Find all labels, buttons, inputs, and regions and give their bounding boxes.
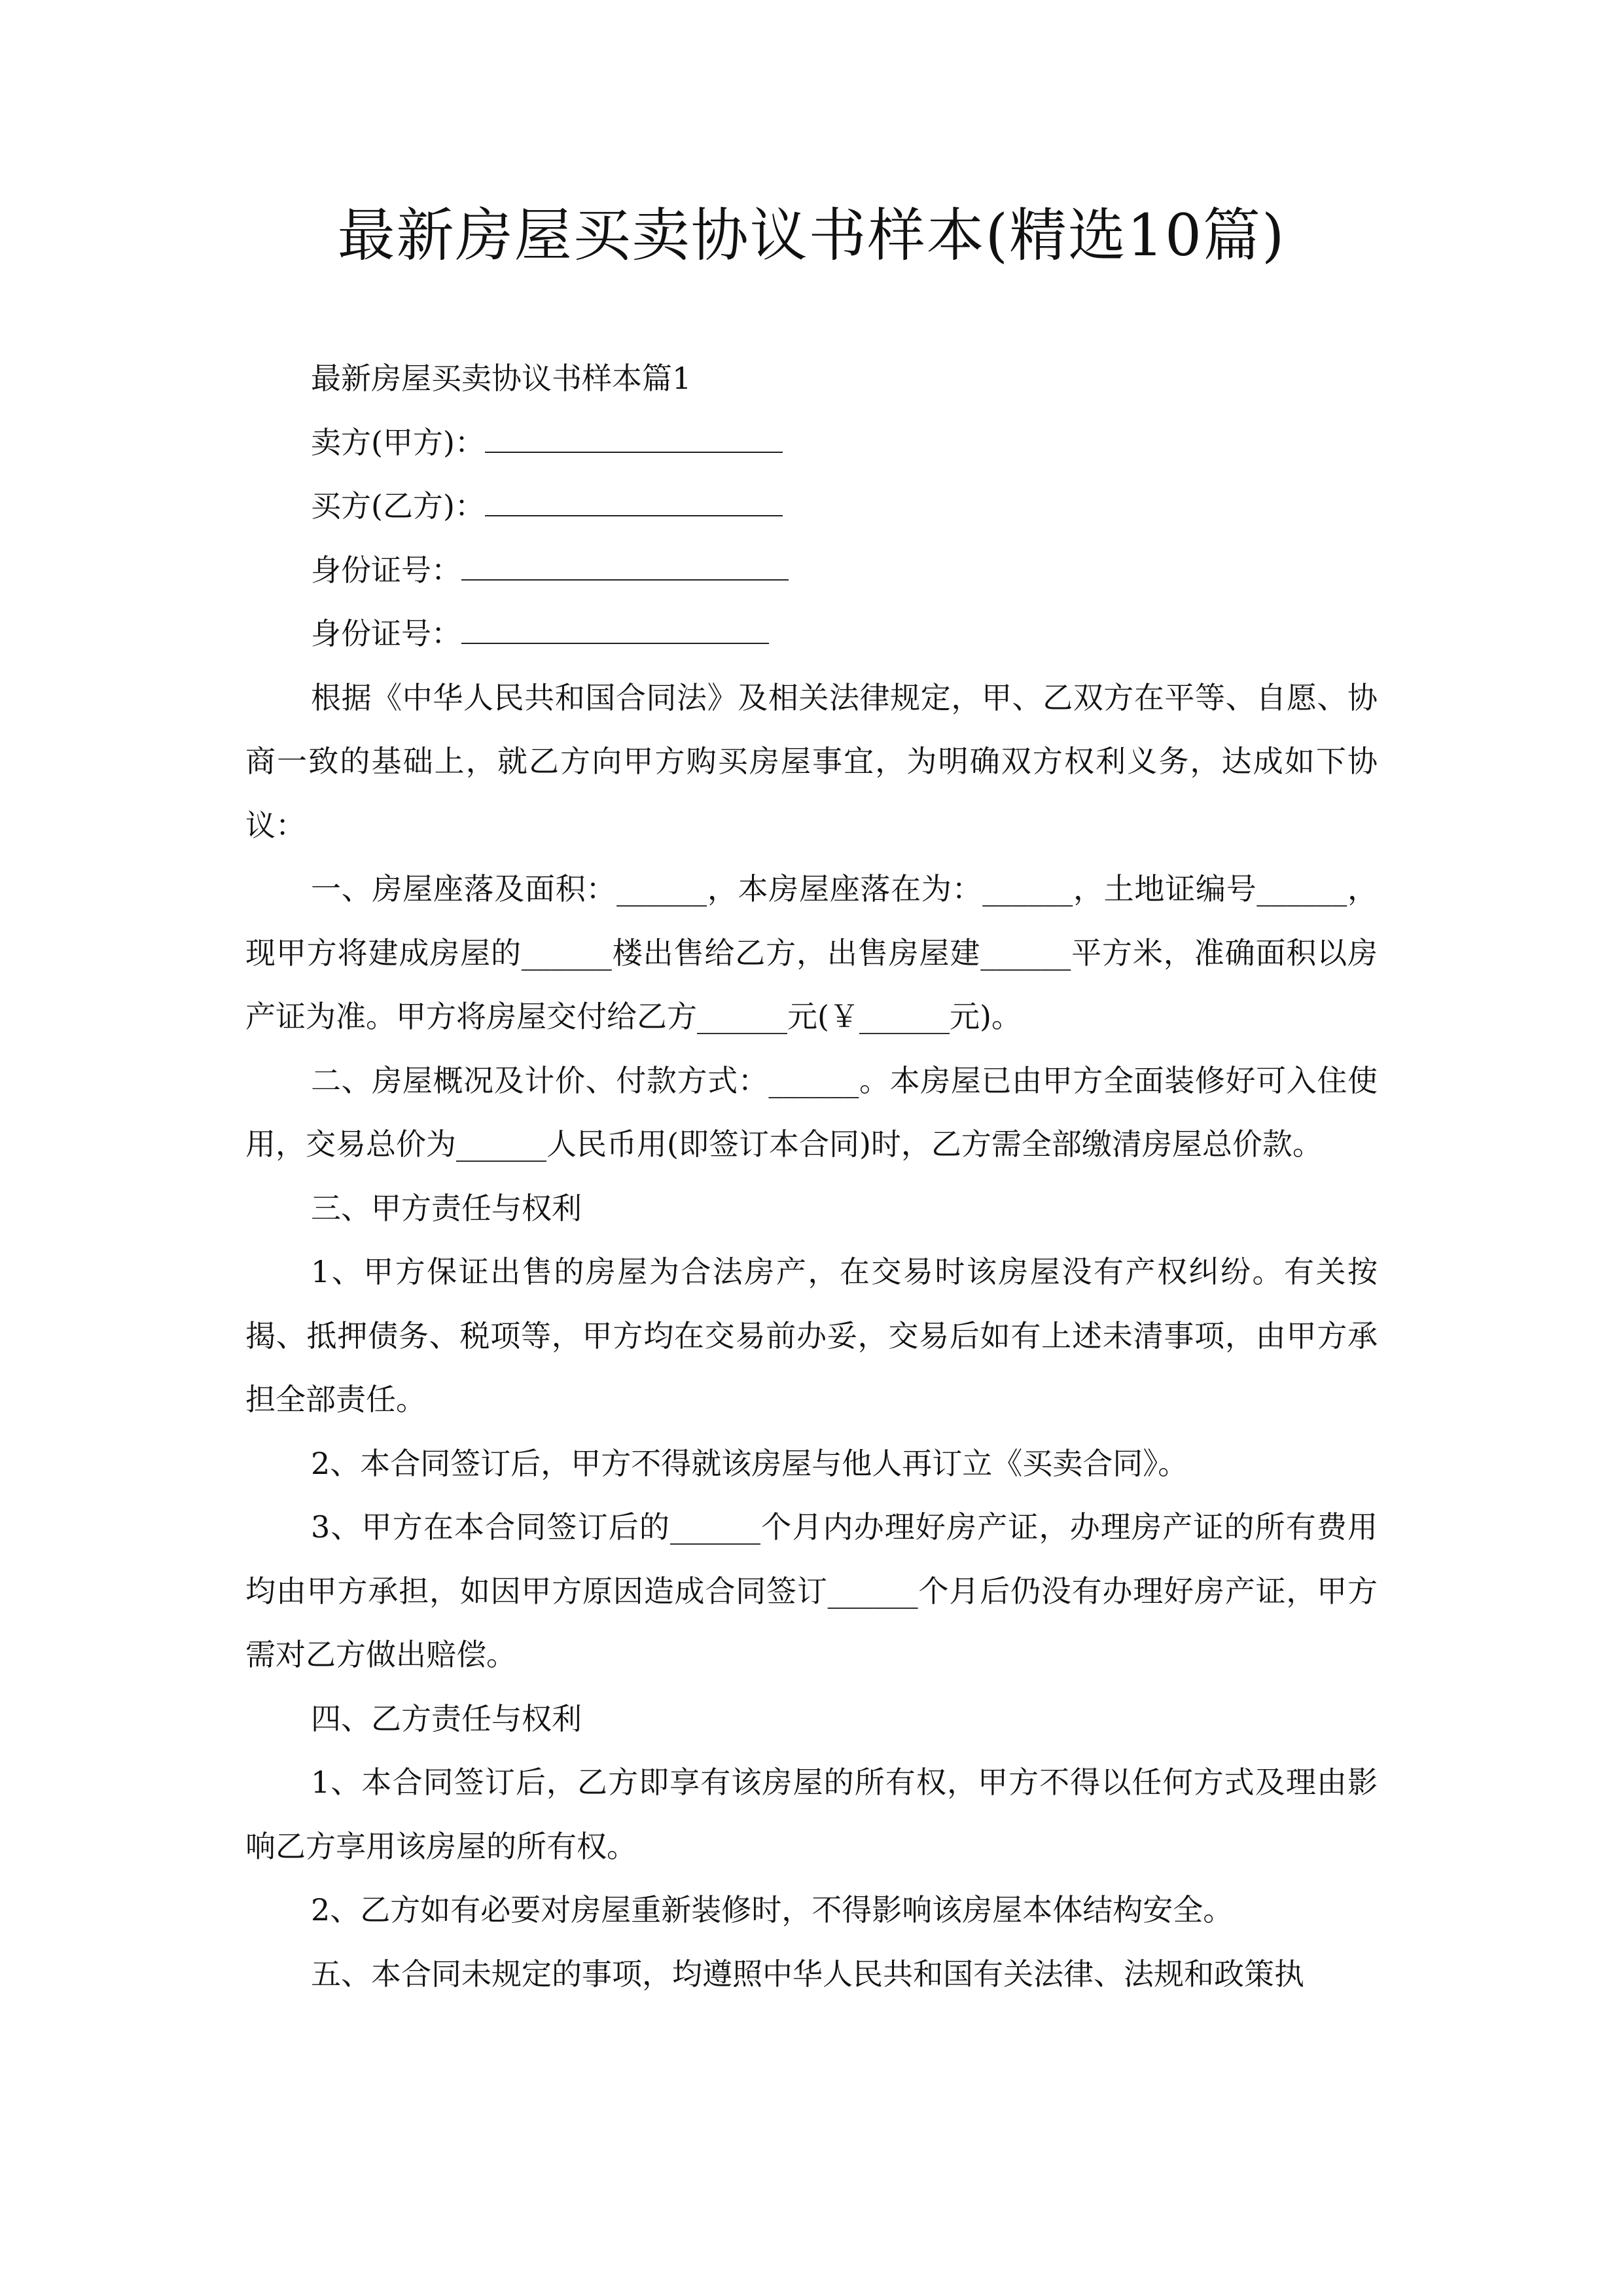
heading-clause-3: 三、甲方责任与权利 (311, 1190, 582, 1226)
seller-field (245, 411, 1378, 475)
buyer-blank (485, 489, 783, 516)
seller-label: 卖方(甲方)： (311, 424, 485, 460)
id-blank-2 (461, 617, 769, 644)
paragraph-clause-3-2: 2、本合同签订后，甲方不得就该房屋与他人再订立《买卖合同》。 (311, 1445, 1188, 1481)
id-field-2 (245, 602, 1378, 666)
paragraph-preamble: 根据《中华人民共和国合同法》及相关法律规定，甲、乙双方在平等、自愿、协商一致的基础上，就乙方向甲方购买房屋事宜，为明确双方权利义务，达成如下协议： (245, 679, 1378, 843)
id-blank-1 (461, 553, 789, 581)
section-heading: 最新房屋买卖协议书样本篇1 (311, 361, 692, 396)
document-body (245, 347, 1378, 2006)
paragraph-clause-3-1: 1、甲方保证出售的房屋为合法房产，在交易时该房屋没有产权纠纷。有关按揭、抵押债务、税项等，甲方均在交易前办妥，交易后如有上述未清事项，由甲方承担全部责任。 (245, 1254, 1378, 1417)
paragraph-clause-3-3: 3、甲方在本合同签订后的______个月内办理好房产证，办理房产证的所有费用均由甲方承担，如因甲方原因造成合同签订______个月后仍没有办理好房产证，甲方需对乙方做出赔偿。 (245, 1509, 1378, 1672)
buyer-label: 买方(乙方)： (311, 488, 485, 524)
document-title: 最新房屋买卖协议书样本(精选10篇) (337, 202, 1286, 269)
paragraph-clause-4-2: 2、乙方如有必要对房屋重新装修时，不得影响该房屋本体结构安全。 (311, 1892, 1234, 1928)
id-field-1 (245, 539, 1378, 603)
paragraph-clause-2: 二、房屋概况及计价、付款方式：______。本房屋已由甲方全面装修好可入住使用，交易总价为______人民币用(即签订本合同)时，乙方需全部缴清房屋总价款。 (245, 1062, 1378, 1162)
paragraph-clause-4-1: 1、本合同签订后，乙方即享有该房屋的所有权，甲方不得以任何方式及理由影响乙方享用该房屋的所有权。 (245, 1765, 1378, 1864)
id-label-2: 身份证号： (311, 616, 461, 651)
seller-blank (485, 425, 783, 453)
buyer-field (245, 475, 1378, 539)
paragraph-clause-5: 五、本合同未规定的事项，均遵照中华人民共和国有关法律、法规和政策执 (311, 1956, 1304, 1992)
id-label-1: 身份证号： (311, 552, 461, 588)
heading-clause-4: 四、乙方责任与权利 (311, 1700, 582, 1736)
paragraph-clause-1: 一、房屋座落及面积：______，本房屋座落在为：______，土地证编号______，现甲方将建成房屋的______楼出售给乙方，出售房屋建______平方米，准确面积以房产证为准。甲方将房屋交付给乙方______元(￥______元)。 (245, 871, 1378, 1034)
